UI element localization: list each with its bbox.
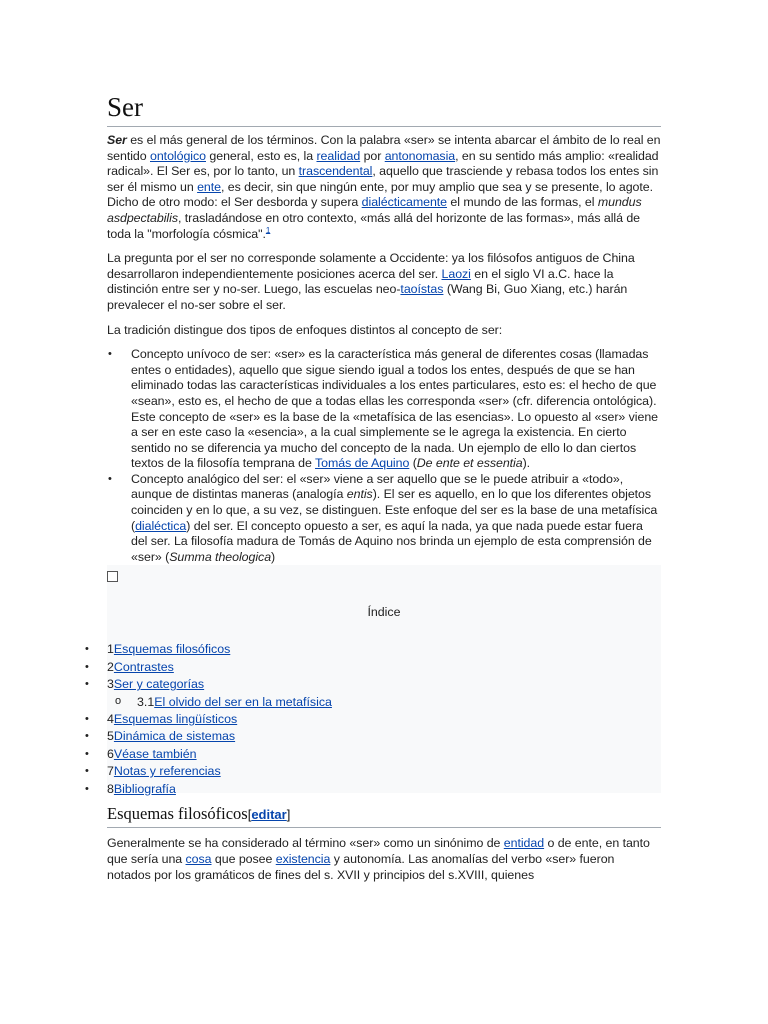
emphasis-entis: entis (346, 487, 373, 502)
link-tomas-de-aquino[interactable]: Tomás de Aquino (315, 456, 410, 471)
univoco-text-2: ( (409, 456, 417, 471)
section-heading-text: Esquemas filosóficos (107, 804, 248, 824)
toc-number[interactable]: 4 (107, 712, 114, 726)
univoco-text-3: ). (522, 456, 531, 471)
concepts-list (107, 347, 661, 565)
section-heading-esquemas (107, 803, 661, 828)
toc-toggle-checkbox[interactable] (107, 571, 118, 582)
bullet-icon: • (85, 713, 89, 725)
toc-item-7[interactable] (85, 763, 661, 780)
intro-emphasis-mundus: mundus asdpectabilis (107, 195, 642, 225)
toc-link[interactable]: Bibliografía (113, 781, 176, 796)
link-realidad[interactable]: realidad (316, 148, 361, 163)
toc-item-8[interactable] (85, 781, 661, 798)
toc-link[interactable]: Ser y categorías (113, 677, 205, 692)
esquemas-text-3: que posee (211, 852, 276, 867)
link-antonomasia[interactable]: antonomasia (384, 148, 456, 163)
link-cosa[interactable]: cosa (185, 852, 212, 867)
emphasis-summa: Summa theologica (169, 549, 272, 564)
esquemas-text-4: y autonomía. Las anomalías del verbo «ser» fueron notados por los gramáticos de fines del s. XVII y principios del s.XVIII, quienes (107, 852, 615, 882)
bullet-icon: • (85, 660, 89, 673)
toc-link[interactable]: Dinámica de sistemas (113, 729, 236, 744)
toc-item-3-1[interactable] (107, 694, 661, 711)
toc-item-3[interactable] (85, 676, 661, 693)
intro-text-5: , aquello que trasciende y rebasa todos los entes sin ser él mismo un (107, 164, 659, 194)
toc-number[interactable]: 8 (107, 781, 114, 796)
toc-item-5[interactable] (85, 728, 661, 745)
bullet-icon: • (85, 782, 89, 795)
bullet-icon: • (108, 348, 112, 361)
toc-number[interactable]: 2 (107, 659, 114, 674)
page-title: Ser (107, 90, 661, 127)
link-ente[interactable]: ente (197, 179, 222, 194)
edit-bracket-close: ] (286, 807, 291, 823)
toc-link[interactable]: Notas y referencias (113, 764, 221, 779)
article-body (85, 90, 661, 892)
list-item-univoco (108, 347, 661, 472)
china-text-3: (Wang Bi, Guo Xiang, etc.) harán prevalecer el no-ser sobre el ser. (107, 282, 628, 312)
link-entidad[interactable]: entidad (503, 836, 545, 851)
table-of-contents (85, 565, 661, 796)
analogico-text-3: ) del ser. El concepto opuesto a ser, es aquí la nada, ya que nada puede estar fuera del ser. La filosofía madura de Tomás de Aquino nos brinda un ejemplo de esta comprensión de «ser» ( (131, 518, 652, 564)
bullet-icon: • (85, 765, 89, 778)
esquemas-paragraph (107, 836, 661, 883)
list-item-analogico (108, 471, 661, 566)
toc-number[interactable]: 5 (107, 729, 114, 744)
link-dialectica[interactable]: dialéctica (135, 518, 187, 533)
toc-item-4[interactable] (85, 711, 661, 728)
toc-link[interactable]: Contrastes (113, 659, 174, 674)
toc-item-2[interactable] (85, 659, 661, 676)
toc-link[interactable]: El olvido del ser en la metafísica (154, 694, 332, 709)
analogico-text-4: ) (271, 549, 276, 564)
bullet-icon: • (85, 730, 89, 743)
esquemas-text-2: o de ente, en tanto que sería una (107, 836, 650, 867)
china-text-2: en el siglo VI a.C. hace la distinción entre ser y no-ser. Luego, las escuelas neo- (107, 266, 614, 297)
link-dialecticamente[interactable]: dialécticamente (361, 195, 448, 210)
bullet-icon: • (85, 643, 89, 656)
sub-bullet-icon: o (115, 694, 122, 707)
analogico-text-2: ). El ser es aquello, en lo que los diferentes objetos coinciden y en lo que, a su vez, se distinguen. Este enfoque del ser es la base de una metafísica ( (131, 487, 658, 533)
intro-text-8: , trasladándose en otro contexto, «más allá del horizonte de las formas», más allá de toda la "morfología cósmica". (107, 210, 641, 241)
link-laozi[interactable]: Laozi (441, 266, 471, 281)
bullet-icon: • (85, 678, 89, 691)
intro-term: Ser (107, 133, 127, 147)
univoco-text-1: Concepto unívoco de ser: «ser» es la característica más general de diferentes cosas (llamadas entes o entidades), aquello que sigue siendo igual a todos los entes, después de que se han eliminado todas las características individuales a los entes particulares, esto es: el hecho de que «sean», esto es, el hecho de que a todas ellas les corresponda «ser» (cfr. diferencia ontológica). Este concepto de «ser» es la base de la «metafísica de las esencias». Lo opuesto al «ser» viene a ser en este caso la «esencia», a la cual simplemente se le agrega la existencia. En cierto sentido no se diferencia ya mucho del concepto de la nada. Un ejemplo de ello lo dan ciertos textos de la filosofía temprana de (131, 347, 659, 471)
toc-list (85, 641, 661, 798)
toc-link[interactable]: Véase también (113, 746, 197, 761)
reference-link-1[interactable]: 1 (265, 225, 271, 235)
intro-text-3: por (360, 148, 385, 163)
toc-number[interactable]: 7 (107, 764, 114, 779)
edit-bracket-open: [ (247, 807, 252, 823)
edit-section-control (248, 807, 291, 822)
china-paragraph (107, 251, 661, 313)
edit-section-link[interactable]: editar (251, 807, 287, 823)
toc-item-6[interactable] (85, 746, 661, 763)
intro-text-2: general, esto es, la (206, 148, 317, 163)
intro-text-1: es el más general de los términos. Con la palabra «ser» se intenta abarcar el ámbito de lo real en sentido (107, 133, 661, 163)
link-ontologico[interactable]: ontológico (150, 148, 206, 163)
intro-text-6: , es decir, sin que ningún ente, por muy amplio que sea y se presente, lo agote. Dicho de otro modo: el Ser desborda y supera (107, 179, 654, 210)
link-trascendental[interactable]: trascendental (298, 164, 373, 179)
tradition-paragraph: La tradición distingue dos tipos de enfoques distintos al concepto de ser: (107, 322, 503, 337)
toc-number[interactable]: 6 (107, 746, 114, 761)
link-existencia[interactable]: existencia (275, 852, 331, 867)
bullet-icon: • (108, 472, 112, 485)
toc-link[interactable]: Esquemas lingüísticos (113, 712, 238, 726)
toc-number[interactable]: 3 (107, 677, 114, 692)
china-text-1: La pregunta por el ser no corresponde solamente a Occidente: ya los filósofos antiguos de China desarrollaron independientemente posiciones acerca del ser. (107, 251, 635, 281)
toc-link[interactable]: Esquemas filosóficos (113, 642, 231, 657)
esquemas-text-1: Generalmente se ha considerado al término «ser» como un sinónimo de (107, 836, 504, 851)
toc-title: Índice (367, 605, 401, 620)
intro-text-7: el mundo de las formas, el (447, 195, 598, 210)
toc-number[interactable]: 3.1 (137, 694, 155, 709)
toc-number[interactable]: 1 (107, 642, 114, 657)
bullet-icon: • (85, 747, 89, 760)
analogico-text-1: Concepto analógico del ser: el «ser» viene a ser aquello que se le puede atribuir a «todo», aunque de distintas maneras (analogía (131, 471, 624, 502)
emphasis-de-ente: De ente et essentia (416, 456, 523, 471)
intro-text-4: , en su sentido más amplio: «realidad radical». El Ser es, por lo tanto, un (107, 148, 659, 179)
toc-item-1[interactable] (85, 641, 661, 658)
intro-paragraph (107, 133, 661, 242)
link-taoistas[interactable]: taoístas (400, 282, 444, 297)
